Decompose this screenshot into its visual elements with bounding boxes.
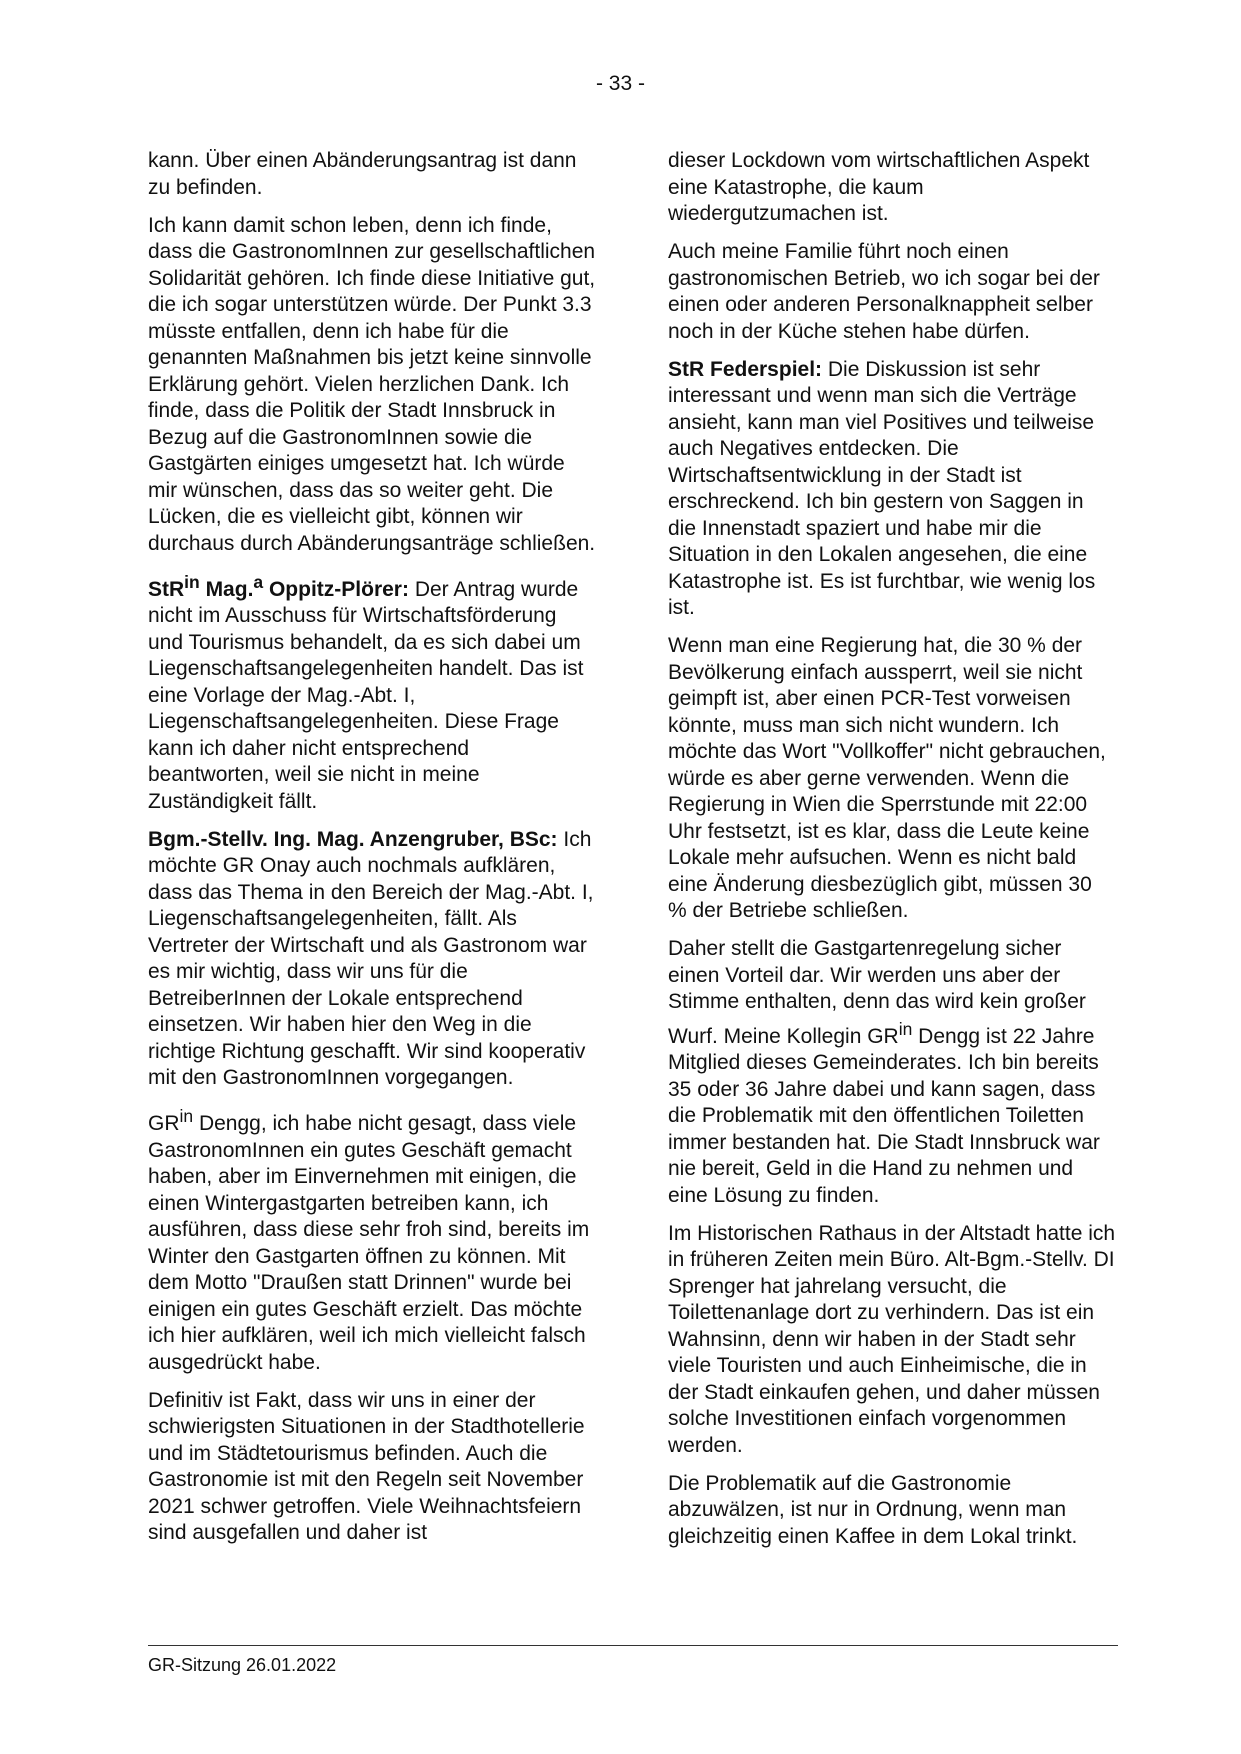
footer-session-date: GR-Sitzung 26.01.2022: [148, 1655, 337, 1675]
paragraph: Wenn man eine Regierung hat, die 30 % der Bevölkerung einfach aussperrt, weil sie nicht geimpft ist, aber einen PCR-Test vorweisen könnte, muss man sich nicht wundern. Ich möchte das Wort "Vollkoffer" nicht gebrauchen, würde es aber gerne verwenden. Wenn die Regierung in Wien die Sperrstunde mit 22:00 Uhr festsetzt, ist es klar, dass die Leute keine Lokale mehr aufsuchen. Wenn es nicht bald eine Änderung diesbezüglich gibt, müssen 30 % der Betriebe schließen.: [668, 634, 1106, 922]
left-column: [148, 148, 596, 1558]
paragraph: Definitiv ist Fakt, dass wir uns in einer der schwierigsten Situationen in der Stadthotellerie und im Städtetourismus befinden. Auch die Gastronomie ist mit den Regeln seit November 2021 schwer getroffen. Viele Weihnachtsfeiern sind ausgefallen und daher ist: [148, 1388, 585, 1544]
speaker-name: StR Federspiel:: [668, 357, 823, 381]
paragraph: Daher stellt die Gastgartenregelung sicher einen Vorteil dar. Wir werden uns aber der Stimme enthalten, denn das wird kein großer Wurf. Meine Kollegin $GR^{in}$ Dengg ist 22 Jahre Mitglied dieses Gemeinderates. Ich bin bereits 35 oder 36 Jahre dabei und kann sagen, dass die Problematik mit den öffentlichen Toiletten immer bestanden hat. Die Stadt Innsbruck war nie bereit, Geld in die Hand zu nehmen und eine Lösung zu finden.: [668, 937, 1100, 1207]
footer-divider: [148, 1645, 1118, 1646]
page-number: - 33 -: [595, 72, 645, 95]
speaker-name: StR$^{in}$ Mag.$^a$ Oppitz-Plörer:: [148, 571, 409, 601]
paragraph: kann. Über einen Abänderungsantrag ist dann zu befinden.: [148, 149, 577, 199]
speaker-name: Bgm.-Stellv. Ing. Mag. Anzengruber, BSc:: [148, 827, 558, 851]
speech-paragraph: Bgm.-Stellv. Ing. Mag. Anzengruber, BSc: Ich möchte GR Onay auch nochmals aufklären, dass das Thema in den Bereich der Mag.-Abt. I, Liegenschaftsangelegenheiten, fällt. Als Vertreter der Wirtschaft und als Gastronom war es mir wichtig, dass wir uns für die BetreiberInnen der Lokale entsprechend einsetzen. Wir haben hier den Weg in die richtige Richtung geschafft. Wir sind kooperativ mit den GastronomInnen vorgegangen.: [148, 827, 594, 1089]
paragraph: Im Historischen Rathaus in der Altstadt hatte ich in früheren Zeiten mein Büro. Alt-Bgm.-Stellv. DI Sprenger hat jahrelang versucht, die Toilettenanlage dort zu verhindern. Das ist ein Wahnsinn, denn wir haben in der Stadt sehr viele Touristen und auch Einheimische, die in der Stadt einkaufen gehen, und daher müssen solche Investitionen einfach vorgenommen werden.: [668, 1221, 1116, 1457]
speech-paragraph: StR$^{in}$ Mag.$^a$ Oppitz-Plörer: Der Antrag wurde nicht im Ausschuss für Wirtschaftsförderung und Tourismus behandelt, da es sich dabei um Liegenschaftsangelegenheiten handelt. Das ist eine Vorlage der Mag.-Abt. I, Liegenschaftsangelegenheiten. Diese Frage kann ich daher nicht entsprechend beantworten, weil sie nicht in meine Zuständigkeit fällt.: [148, 571, 584, 813]
paragraph: $GR^{in}$ Dengg, ich habe nicht gesagt, dass viele GastronomInnen ein gutes Geschäft gemacht haben, aber im Einvernehmen mit einigen, die einen Wintergastgarten betreiben kann, ich ausführen, dass diese sehr froh sind, bereits im Winter den Gastgarten öffnen zu können. Mit dem Motto "Draußen statt Drinnen" wurde bei einigen ein gutes Geschäft erzielt. Das möchte ich hier aufklären, weil ich mich vielleicht falsch ausgedrückt habe.: [148, 1106, 590, 1374]
paragraph: dieser Lockdown vom wirtschaftlichen Aspekt eine Katastrophe, die kaum wiedergutzumachen ist.: [668, 149, 1090, 225]
paragraph: Ich kann damit schon leben, denn ich finde, dass die GastronomInnen zur gesellschaftlichen Solidarität gehören. Ich finde diese Initiative gut, die ich sogar unterstützen würde. Der Punkt 3.3 müsste entfallen, denn ich habe für die genannten Maßnahmen bis jetzt keine sinnvolle Erklärung gehört. Vielen herzlichen Dank. Ich finde, dass die Politik der Stadt Innsbruck in Bezug auf die GastronomInnen sowie die Gastgärten einiges umgesetzt hat. Ich würde mir wünschen, dass das so weiter geht. Die Lücken, die es vielleicht gibt, können wir durchaus durch Abänderungsanträge schließen.: [148, 213, 596, 555]
paragraph: Die Problematik auf die Gastronomie abzuwälzen, ist nur in Ordnung, wenn man gleichzeitig einen Kaffee in dem Lokal trinkt.: [668, 1471, 1078, 1548]
speech-paragraph: StR Federspiel: Die Diskussion ist sehr interessant und wenn man sich die Verträge ansieht, kann man viel Positives und teilweise auch Negatives entdecken. Die Wirtschaftsentwicklung in der Stadt ist erschreckend. Ich bin gestern von Saggen in die Innenstadt spaziert und habe mir die Situation in den Lokalen angesehen, die eine Katastrophe ist. Es ist furchtbar, wie wenig los ist.: [668, 357, 1096, 619]
right-column: [668, 148, 1116, 1562]
paragraph: Auch meine Familie führt noch einen gastronomischen Betrieb, wo ich sogar bei der einen oder anderen Personalknappheit selber noch in der Küche stehen habe dürfen.: [668, 240, 1100, 343]
